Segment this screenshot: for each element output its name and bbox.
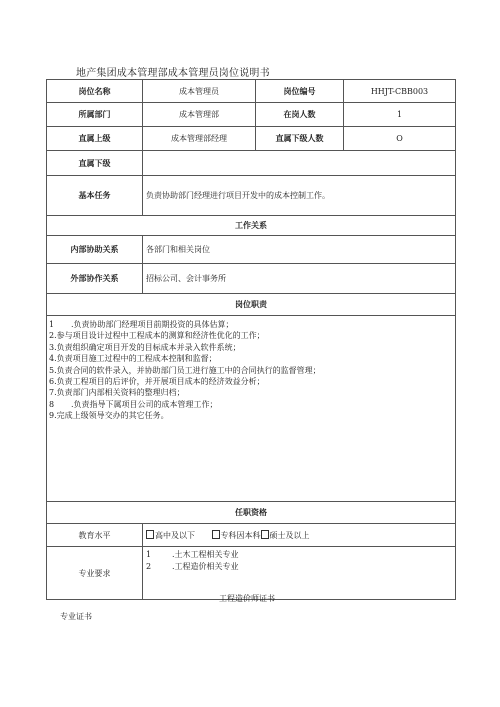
duty-text: .负责指导下属项目公司的成本管理工作； (71, 399, 218, 409)
row-duties (47, 316, 456, 502)
sub-count-value: O (344, 127, 456, 151)
major-number: 1 (146, 550, 152, 559)
duty-item (49, 353, 453, 364)
major-item (146, 549, 452, 561)
dept-label: 所属部门 (47, 103, 143, 127)
row-education (47, 524, 456, 547)
headcount-value: 1 (344, 103, 456, 127)
major-list (143, 547, 456, 600)
duty-item (49, 319, 453, 330)
duty-number: 4. (49, 354, 57, 364)
duty-number: 5. (49, 365, 57, 375)
row-duties-header (47, 294, 456, 316)
major-text: .工程造价相关专业 (172, 562, 239, 571)
duty-text: 负责合同的软件录入，并协助部门员工进行施工中的合同执行的监督管理； (56, 365, 321, 375)
checkbox-icon[interactable] (146, 530, 154, 539)
row-position (47, 80, 456, 103)
position-code-value: HHJT-CBB003 (344, 80, 456, 103)
major-text: .土木工程相关专业 (172, 550, 239, 559)
row-internal-relations (47, 236, 456, 264)
duty-item (49, 399, 453, 410)
duty-text: 负责工程项目的后评价，并开展项目成本的经济效益分析； (56, 377, 265, 387)
superior-label: 直属上级 (47, 127, 143, 151)
duties-list (47, 316, 456, 502)
row-relations-header (47, 216, 456, 236)
duty-number: 1 (49, 320, 55, 329)
row-department (47, 103, 456, 127)
external-relations-label: 外部协作关系 (47, 264, 143, 294)
edu-option[interactable] (146, 530, 195, 541)
relations-header: 工作关系 (47, 216, 456, 236)
edu-option-label: 硕士及以上 (269, 530, 310, 540)
major-label: 专业要求 (47, 547, 143, 600)
job-description-table (46, 79, 456, 600)
subordinate-label: 直属下级 (47, 151, 143, 176)
headcount-label: 在岗人数 (256, 103, 344, 127)
duty-item (49, 365, 453, 376)
row-basic-task (47, 176, 456, 216)
position-code-label: 岗位编号 (256, 80, 344, 103)
row-external-relations (47, 264, 456, 294)
major-item (146, 561, 452, 573)
duty-number: 6. (49, 377, 57, 387)
duties-header: 岗位职责 (47, 294, 456, 316)
duty-number: 8 (49, 399, 55, 409)
superior-value: 成本管理部经理 (143, 127, 256, 151)
duty-text: .负责协助部门经理项目前期投资的具体估算； (71, 320, 234, 329)
duty-text: 负责部门内部相关资料的整理归档； (56, 388, 185, 398)
duty-item (49, 342, 453, 353)
internal-relations-value: 各部门和相关岗位 (143, 236, 456, 264)
subordinate-value (143, 151, 456, 176)
row-subordinate (47, 151, 456, 176)
duty-item (49, 410, 453, 421)
duty-text: 负责项目施工过程中的工程成本控制和监督； (56, 354, 217, 364)
basic-task-text: 负责协助部门经理进行项目开发中的成本控制工作。 (143, 176, 456, 216)
row-major (47, 547, 456, 600)
edu-option[interactable] (212, 530, 310, 541)
basic-task-label: 基本任务 (47, 176, 143, 216)
education-options (143, 524, 456, 547)
position-name-label: 岗位名称 (47, 80, 143, 103)
certificate-label: 专业证书 (60, 612, 92, 621)
major-number: 2 (146, 562, 152, 571)
sub-count-label: 直属下级人数 (256, 127, 344, 151)
duty-text: 负责组织确定项目开发的目标成本并录入软件系统； (56, 342, 241, 352)
certificate-text: 工程造价师证书 (219, 594, 275, 603)
duty-item (49, 387, 453, 398)
checkbox-icon[interactable] (212, 530, 220, 539)
qualifications-header: 任职资格 (47, 502, 456, 524)
duty-number: 2. (49, 331, 57, 341)
duty-number: 3. (49, 342, 57, 352)
dept-value: 成本管理部 (143, 103, 256, 127)
position-name-value: 成本管理员 (143, 80, 256, 103)
education-label: 教育水平 (47, 524, 143, 547)
external-relations-value: 招标公司、会计事务所 (143, 264, 456, 294)
edu-option-label: 高中及以下 (155, 530, 195, 540)
checkbox-icon[interactable] (261, 530, 269, 539)
duty-item (49, 376, 453, 387)
duty-number: 7. (49, 388, 57, 398)
duty-text: 完成上级领导交办的其它任务。 (56, 411, 169, 421)
duty-number: 9. (49, 411, 57, 421)
document-title: 地产集团成本管理部成本管理员岗位说明书 (76, 68, 270, 79)
row-superior (47, 127, 456, 151)
duty-item (49, 330, 453, 341)
edu-option-label: 专科因本科 (220, 530, 261, 540)
duty-text: 参与项目设计过程中工程成本的测算和经济性优化的工作； (56, 331, 265, 341)
internal-relations-label: 内部协助关系 (47, 236, 143, 264)
row-qualifications-header (47, 502, 456, 524)
